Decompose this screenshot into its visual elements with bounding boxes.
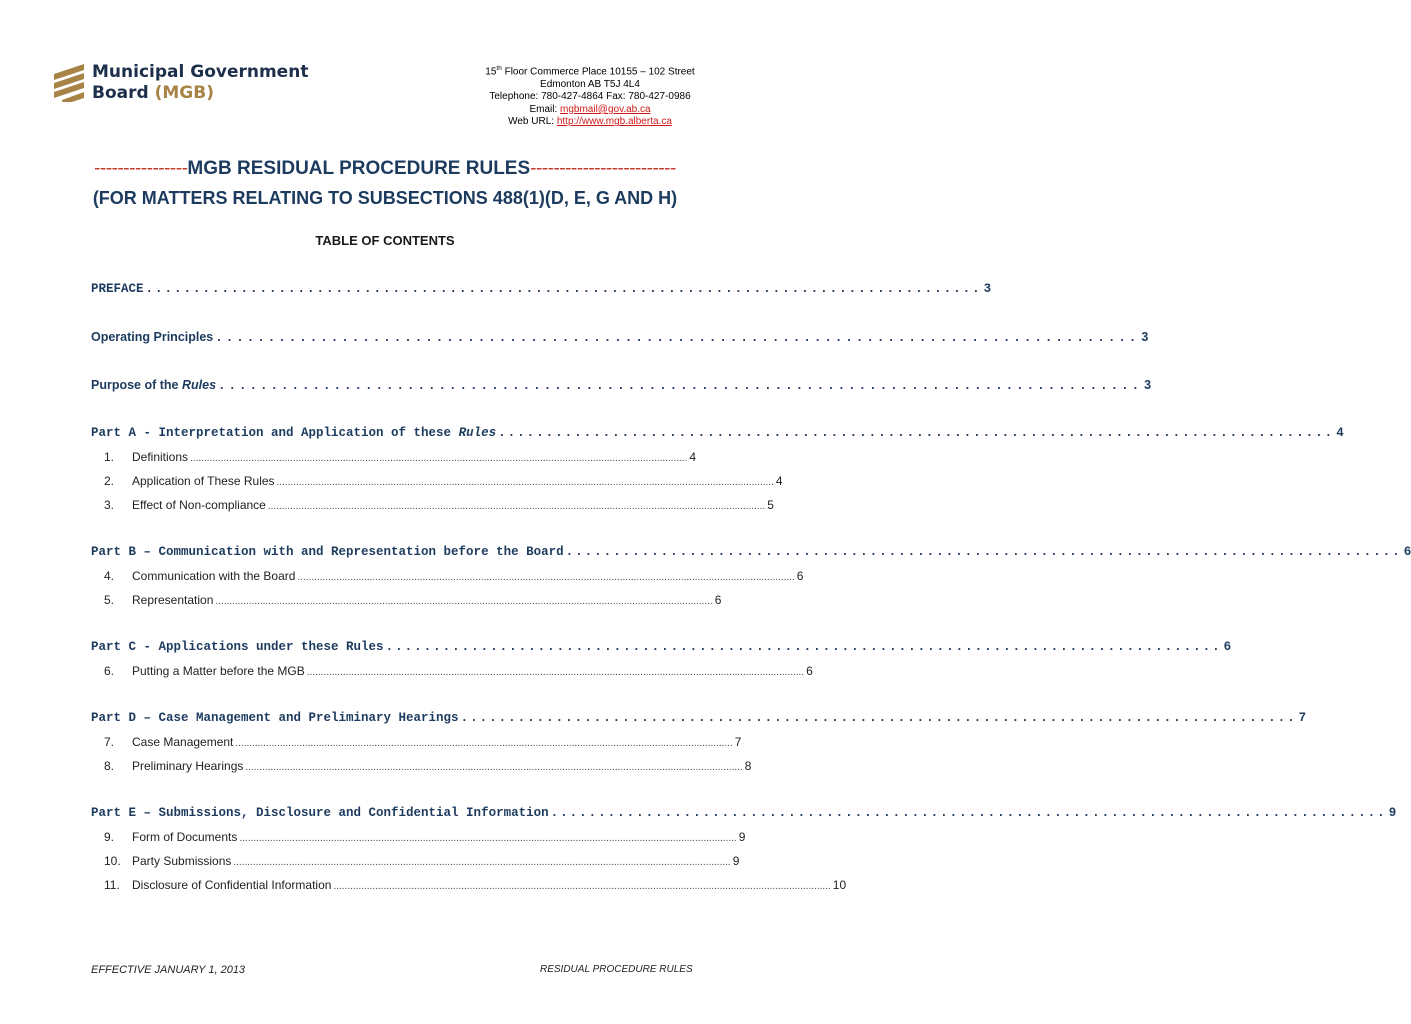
toc-label-text: Disclosure of Confidential Information [132, 878, 332, 892]
toc-label [104, 474, 275, 488]
logo-line-1: Municipal Government [92, 62, 309, 82]
toc-entry-part-a[interactable] [91, 426, 1344, 440]
toc-label [104, 450, 188, 464]
toc-entry-purpose[interactable] [91, 378, 1152, 393]
toc-label-text: Form of Documents [132, 830, 238, 844]
toc-page: 4 [775, 474, 783, 488]
address-line-1 [470, 63, 710, 79]
toc-label-text: Purpose of the [91, 378, 182, 392]
toc-number: 9. [104, 830, 115, 844]
toc-entry-5[interactable] [104, 593, 722, 607]
toc-number: 5. [104, 593, 115, 607]
toc-label [104, 498, 266, 512]
toc-page: 9 [738, 830, 746, 844]
logo-mgb-text: (MGB) [154, 83, 214, 103]
toc-number: 3. [104, 498, 115, 512]
toc-label [104, 854, 231, 868]
toc-label [104, 759, 243, 773]
toc-leader: ........................................................................................ [498, 426, 1335, 440]
toc-page: 6 [1223, 640, 1232, 654]
toc-number: 8. [104, 759, 115, 773]
toc-page: 3 [1141, 330, 1149, 344]
toc-leader: ........................................................................................ [218, 379, 1143, 393]
toc-page: 4 [689, 450, 697, 464]
toc-entry-7[interactable] [104, 735, 742, 749]
address-floor-number: 15 [485, 66, 497, 78]
toc-page: 3 [983, 282, 992, 296]
toc-label-text: Effect of Non-compliance [132, 498, 266, 512]
title-main: MGB RESIDUAL PROCEDURE RULES [187, 158, 531, 179]
toc-entry-part-c[interactable] [91, 640, 1232, 654]
toc-label [104, 593, 213, 607]
toc-page: 4 [1336, 426, 1344, 440]
toc-label-text: Putting a Matter before the MGB [132, 664, 305, 678]
email-link[interactable]: mgbmail@gov.ab.ca [560, 103, 651, 115]
toc-label [104, 664, 305, 678]
toc-page: 10 [832, 878, 847, 892]
toc-number: 6. [104, 664, 115, 678]
toc-page: 6 [796, 569, 804, 583]
web-label: Web URL: [508, 116, 557, 128]
address-email [470, 104, 710, 117]
toc-number: 2. [104, 474, 115, 488]
toc-page: 6 [1403, 545, 1411, 559]
toc-leader: ................................................................................................................................................................................... [306, 667, 805, 678]
toc-label [104, 830, 237, 844]
toc-page: 3 [1144, 378, 1152, 392]
toc-page: 5 [767, 498, 774, 512]
footer-effective-date: EFFECTIVE JANUARY 1, 2013 [91, 964, 246, 976]
web-link[interactable]: http://www.mgb.alberta.ca [556, 116, 672, 128]
toc-label-text: Definitions [132, 450, 189, 464]
toc-number: 1. [104, 450, 115, 464]
toc-entry-8[interactable] [104, 759, 752, 773]
toc-leader: ................................................................................................................................................................................... [267, 501, 766, 512]
toc-entry-9[interactable] [104, 830, 746, 844]
logo-board-text: Board [92, 83, 155, 103]
toc-number: 4. [104, 569, 115, 583]
toc-leader: ........................................................................................ [215, 331, 1140, 345]
title-dashes-left: ---------------- [94, 158, 188, 179]
toc-page: 6 [714, 593, 722, 607]
toc-label [91, 378, 216, 392]
toc-label [104, 878, 331, 892]
toc-label-text: Application of These Rules [132, 474, 275, 488]
toc-entry-1[interactable] [104, 450, 697, 464]
footer-document-name: RESIDUAL PROCEDURE RULES [540, 964, 693, 975]
toc-entry-6[interactable] [104, 664, 813, 678]
toc-label-text: Case Management [132, 735, 234, 749]
toc-page: 9 [1388, 806, 1397, 820]
toc-leader: ................................................................................................................................................................................... [276, 477, 774, 488]
toc-label: PREFACE [91, 282, 144, 296]
address-street: Floor Commerce Place 10155 – 102 Street [501, 66, 695, 78]
toc-label-text: Preliminary Hearings [132, 759, 244, 773]
toc-leader: ................................................................................................................................................................................... [215, 596, 713, 607]
toc-entry-4[interactable] [104, 569, 804, 583]
toc-entry-preface[interactable] [91, 282, 992, 296]
address-line-2: Edmonton AB T5J 4L4 [540, 78, 640, 90]
toc-number: 11. [104, 878, 120, 892]
toc-entry-operating-principles[interactable] [91, 330, 1149, 345]
toc-label-emphasis: Rules [181, 378, 217, 392]
toc-page: 7 [1298, 711, 1307, 725]
toc-label-text: Communication with the Board [132, 569, 296, 583]
toc-page: 7 [734, 735, 742, 749]
toc-leader: ................................................................................................................................................................................... [235, 738, 733, 749]
toc-label: Part D – Case Management and Preliminary Hearings [91, 711, 459, 725]
toc-label: Operating Principles [91, 330, 214, 344]
toc-label [104, 569, 295, 583]
address-floor-suffix: th [496, 65, 502, 72]
toc-label: Part B – Communication with and Representation before the Board [91, 545, 564, 559]
toc-leader: ................................................................................................................................................................................... [239, 833, 737, 844]
toc-label: Part E – Submissions, Disclosure and Confidential Information [91, 806, 549, 820]
toc-label [104, 735, 233, 749]
toc-entry-11[interactable] [104, 878, 847, 892]
logo-wordmark [92, 62, 308, 104]
logo-line-2 [92, 83, 308, 104]
toc-leader: ................................................................................................................................................................................... [233, 857, 731, 868]
toc-entry-part-e[interactable] [91, 806, 1397, 820]
document-subtitle: (FOR MATTERS RELATING TO SUBSECTIONS 488(1)(D, E, G AND H) [92, 188, 678, 208]
toc-leader: ........................................................................................ [145, 282, 982, 296]
toc-leader: ................................................................................................................................................................................... [333, 881, 831, 892]
toc-leader: ................................................................................................................................................................................... [297, 572, 795, 583]
toc-leader: ........................................................................................ [460, 711, 1297, 725]
toc-entry-part-d[interactable] [91, 711, 1307, 725]
toc-heading: TABLE OF CONTENTS [315, 233, 455, 248]
toc-label: Part C - Applications under these Rules [91, 640, 384, 654]
email-label: Email: [529, 103, 560, 115]
toc-page: 8 [744, 759, 752, 773]
toc-label-text: Party Submissions [132, 854, 232, 868]
title-dashes-right: ------------------------- [530, 158, 676, 179]
mgb-logo [54, 62, 308, 104]
toc-leader: ................................................................................................................................................................................... [245, 762, 743, 773]
address-web [470, 116, 710, 129]
toc-leader: ................................................................................................................................................................................... [190, 453, 688, 464]
toc-label [91, 426, 496, 440]
toc-entry-part-b[interactable] [91, 545, 1411, 559]
toc-entry-10[interactable] [104, 854, 740, 868]
mgb-logo-icon [54, 64, 84, 102]
toc-entry-2[interactable] [104, 474, 783, 488]
toc-page: 6 [806, 664, 813, 678]
address-phone-fax: Telephone: 780-427-4864 Fax: 780-427-0986 [489, 91, 691, 103]
toc-entry-3[interactable] [104, 498, 774, 512]
document-title [0, 158, 770, 180]
toc-leader: ........................................................................................ [385, 640, 1222, 654]
toc-page: 9 [732, 854, 740, 868]
toc-leader: ........................................................................................ [565, 545, 1402, 559]
toc-label-text: Representation [132, 593, 214, 607]
toc-number: 10. [104, 854, 121, 868]
contact-address [470, 63, 710, 129]
toc-label-emphasis: Rules [458, 426, 497, 440]
toc-leader: ........................................................................................ [550, 806, 1387, 820]
toc-number: 7. [104, 735, 115, 749]
toc-label-text: Part A - Interpretation and Application of these [91, 426, 459, 440]
